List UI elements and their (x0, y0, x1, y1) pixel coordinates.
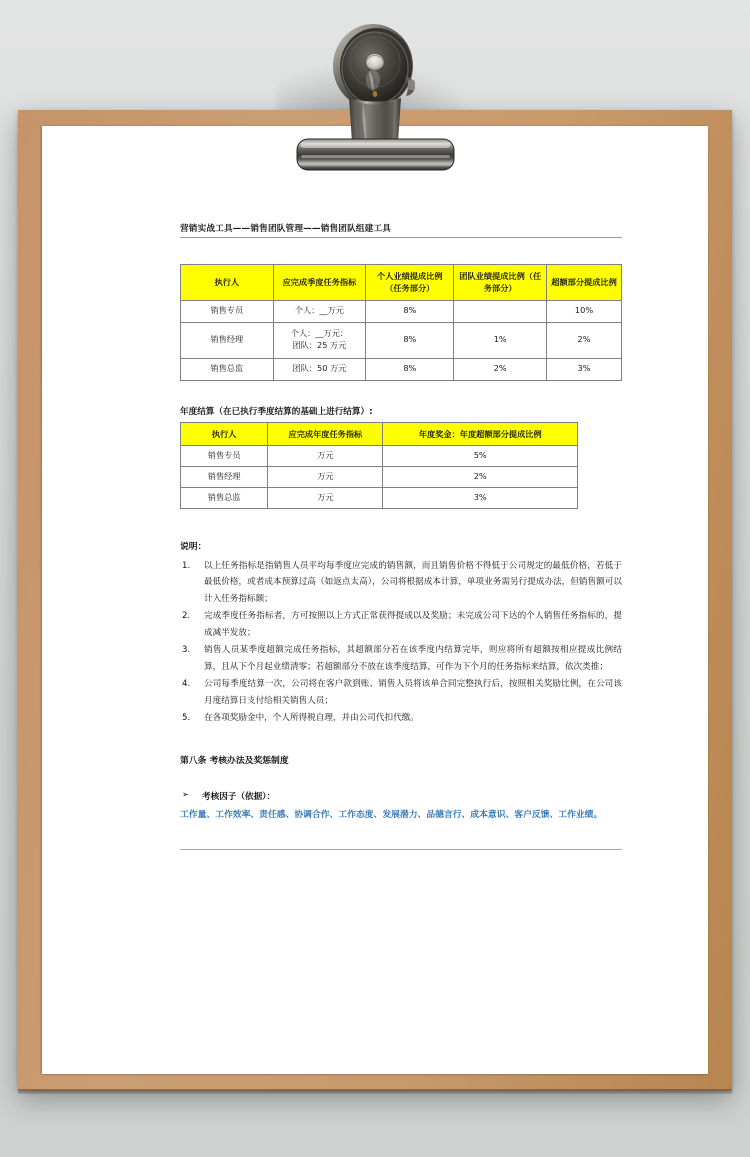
col-header-personal-rate: 个人业绩提成比例（任务部分） (366, 265, 454, 301)
list-item: 以上任务指标是指销售人员平均每季度应完成的销售额，而且销售价格不得低于公司规定的最低价格，若低于最低价格，或者成本预算过高（如返点太高），公司将根据成本计算，单项业务需另行提成办法，但销售额可以计入任务指标额； (204, 560, 622, 604)
document-header-text: 营销实战工具——销售团队管理——销售团队组建工具 (180, 224, 392, 234)
cell-personal-rate: 8% (366, 358, 454, 380)
table-row (181, 322, 622, 358)
target-line-personal: 个人：__万元： (290, 328, 349, 339)
table-row (181, 487, 578, 508)
cell-target: 团队：50 万元 (273, 358, 366, 380)
cell-target: 个人：__万元 (273, 300, 366, 322)
list-item: 完成季度任务指标者，方可按照以上方式正常获得提成以及奖励；未完成公司下达的个人销售任务指标的，提成减半发放； (204, 611, 622, 638)
cell-target: 万元 (268, 466, 383, 487)
annual-settlement-title: 年度结算（在已执行季度结算的基础上进行结算）: (180, 406, 373, 417)
arrow-bullet-icon: ➢ (182, 788, 190, 799)
cell-personal-rate: 8% (366, 322, 454, 358)
cell-target: 万元 (268, 445, 383, 466)
list-item: 销售人员某季度超额完成任务指标，其超额部分若在该季度内结算完毕，则应将所有超额按相应提成比例结算，且从下个月起业绩清零；若超额部分不放在该季度结算，可作为下个月的任务指标来结算，依次类推； (204, 645, 622, 672)
clipboard-board (18, 110, 732, 1090)
cell-team-rate: 1% (454, 322, 547, 358)
notes-list (180, 558, 622, 727)
document-header-rule (180, 237, 622, 238)
quarterly-commission-table (180, 264, 622, 381)
table-row (181, 300, 622, 322)
target-line-team: 团队：25 万元 (292, 340, 347, 351)
cell-role: 销售专员 (181, 300, 274, 322)
table-row (181, 466, 578, 487)
col-header-role: 执行人 (181, 422, 268, 445)
cell-target (273, 322, 366, 358)
table-row (181, 445, 578, 466)
cell-role: 销售经理 (181, 322, 274, 358)
cell-bonus-rate: 2% (383, 466, 578, 487)
notes-heading: 说明： (180, 541, 207, 552)
cell-excess-rate: 3% (547, 358, 622, 380)
assessment-factor-label: 考核因子（依据）： (202, 791, 276, 802)
list-item: 在各项奖励金中，个人所得税自理，并由公司代扣代缴。 (204, 713, 419, 724)
list-item: 公司每季度结算一次，公司将在客户款到账、销售人员将该单合同完整执行后，按照相关奖励比例，在公司该月度结算日支付给相关销售人员； (204, 679, 622, 706)
cell-team-rate: 2% (454, 358, 547, 380)
assessment-factor-heading (180, 790, 622, 802)
cell-excess-rate: 2% (547, 322, 622, 358)
cell-role: 销售总监 (181, 487, 268, 508)
cell-bonus-rate: 3% (383, 487, 578, 508)
cell-role: 销售总监 (181, 358, 274, 380)
cell-bonus-rate: 5% (383, 445, 578, 466)
col-header-quarterly-target: 应完成季度任务指标 (273, 265, 366, 301)
table-header-row (181, 422, 578, 445)
cell-team-rate (454, 300, 547, 322)
col-header-annual-target: 应完成年度任务指标 (268, 422, 383, 445)
cell-role: 销售经理 (181, 466, 268, 487)
table-row (181, 358, 622, 380)
col-header-annual-bonus: 年度奖金：年度超额部分提成比例 (383, 422, 578, 445)
document-paper (42, 126, 708, 1074)
annual-bonus-table (180, 422, 578, 509)
cell-excess-rate: 10% (547, 300, 622, 322)
col-header-team-rate: 团队业绩提成比例（任务部分） (454, 265, 547, 301)
table-header-row (181, 265, 622, 301)
clause-eight-title: 第八条 考核办法及奖惩制度 (180, 755, 289, 766)
cell-personal-rate: 8% (366, 300, 454, 322)
document-content (180, 222, 622, 850)
col-header-excess-rate: 超额部分提成比例 (547, 265, 622, 301)
cell-target: 万元 (268, 487, 383, 508)
cell-role: 销售专员 (181, 445, 268, 466)
col-header-role: 执行人 (181, 265, 274, 301)
assessment-factor-text: 工作量、工作效率、责任感、协调合作、工作态度、发展潜力、品德言行、成本意识、客户反馈、工作业绩。 (180, 809, 603, 820)
document-bottom-rule (180, 849, 622, 850)
